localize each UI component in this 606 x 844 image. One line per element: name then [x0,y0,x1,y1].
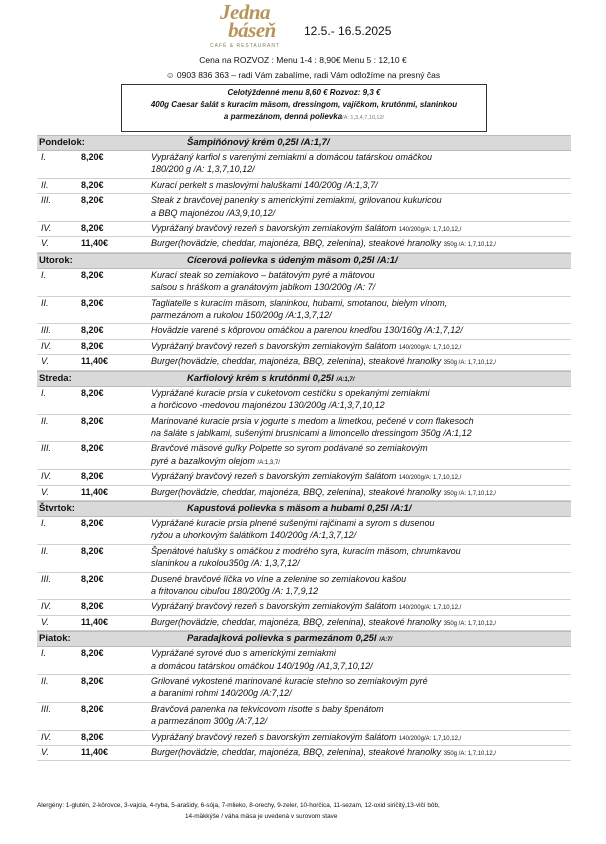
item-price: 8,20€ [81,325,104,336]
menu-item [37,387,571,415]
weekly-menu-box [121,84,487,132]
item-text: Kurací perkelt s maslovými haluškami 140/200g /A:1,3,7/ [151,179,378,190]
item-description [151,442,571,469]
weekly-menu-title: Celotýždenné menu 8,60 € Rozvoz: 9,3 € [227,88,381,97]
item-price: 8,20€ [81,387,104,398]
item-text: Vyprážaný bravčový rezeň s bavorským zemiakovým šalátom [151,471,399,482]
item-description [151,179,571,193]
soup-allergens: /A:1,7/ [336,376,355,383]
item-text: Kurací steak so zemiakovo – batátovým pyré a mätovou salsou s hráškom a granátovým jablkom 130/200g /A: 7/ [151,269,376,293]
day-header [37,371,571,387]
delivery-price-line: Cena na ROZVOZ : Menu 1-4 : 8,90€ Menu 5 : 12,10 € [199,55,407,65]
item-allergens: 350g /A: 1,7,10,12,/ [443,360,497,367]
menu-item [37,573,571,601]
item-description [151,545,571,572]
menu-item [37,442,571,470]
day-soup [187,255,398,266]
menu-item [37,355,571,370]
menu-item [37,237,571,252]
item-description [151,297,571,324]
day-header [37,135,571,151]
item-price: 11,40€ [81,356,109,367]
item-description [151,647,571,674]
item-allergens: 350g /A: 1,7,10,12,/ [443,620,497,627]
item-text: Vyprážané syrové duo s americkými zemiakmi a domácou tatárskou omáčkou 140/190g /A1,3,7,10,12/ [151,648,373,671]
phone-line: ☺ 0903 836 363 – radi Vám zabalíme, radi Vám odložíme na presný čas [165,70,441,80]
item-number: III. [41,443,52,454]
item-text: Vyprážané kuracie prsia plnené sušenými rajčinami a syrom s dusenou ryžou a uhorkovým šalátikom 140/200g /A:1,3,7,12/ [151,517,435,541]
menu-item [37,324,571,339]
item-text: Špenátové halušky s omáčkou z modrého syra, kuracím mäsom, chrumkavou slaninkou a rukolou350g /A: 1,3,7,12/ [151,545,461,569]
allergens-line-2: 14-mäkkýše / váha mäsa je uvedená v surovom stave [185,813,338,820]
item-description [151,703,571,730]
item-description [151,470,571,484]
item-number: II. [41,676,49,686]
item-allergens: /A:1,3,7/ [257,459,280,466]
item-text: Burger(hovädzie, cheddar, majonéza, BBQ, zelenina), steakové hranolky [151,747,444,758]
weekly-menu-allergens: /A: 1,3,4,7,10,12/ [342,115,385,121]
item-price: 8,20€ [81,340,104,351]
item-text: Steak z bravčovej panenky s americkými zemiakmi, grilovanou kukuricou a BBQ majonézou /A3,9,10,12/ [151,195,442,218]
item-description [151,675,571,702]
item-price: 8,20€ [81,152,104,162]
soup-text: Šampiňónový krém 0,25l /A:1,7/ [187,137,330,148]
menu-item [37,600,571,615]
item-description [151,731,571,745]
item-price: 8,20€ [81,443,104,454]
menu-item [37,703,571,731]
menu-item [37,545,571,573]
item-price: 11,40€ [81,616,109,627]
item-number: III. [41,573,52,584]
item-text: Hovädzie varené s kôprovou omáčkou a parenou knedľou 130/160g /A:1,7,12/ [151,325,463,336]
item-price: 11,40€ [81,238,109,249]
item-description [151,340,571,354]
item-number: I. [41,152,47,162]
item-price: 8,20€ [81,471,104,482]
day-soup [187,373,354,384]
day-soup [187,503,411,514]
item-text: Vyprážaný bravčový rezeň s bavorským zemiakovým šalátom [151,223,399,234]
item-number: IV. [41,471,52,482]
item-price: 11,40€ [81,486,109,497]
item-price: 8,20€ [81,517,104,528]
item-price: 8,20€ [81,297,104,308]
item-text: Dusené bravčové líčka vo víne a zelenine so zemiakovou kašou a fritovanou cibuľou 180/200g /A: 1,7,9,12 [151,573,407,596]
day-name: Štvrtok: [39,502,75,514]
item-number: IV. [41,601,52,612]
item-number: III. [41,195,52,206]
logo-line-1: Jedna [220,0,270,24]
menu-item [37,616,571,631]
item-price: 8,20€ [81,223,104,234]
item-number: II. [41,179,49,190]
soup-allergens: /A:7/ [379,637,393,644]
menu-item [37,415,571,443]
soup-text: Karfiolový krém s krutónmi 0,25l [187,372,337,384]
item-price: 11,40€ [81,747,109,758]
item-allergens: 350g /A: 1,7,10,12,/ [443,490,497,497]
item-description [151,600,571,614]
day-header [37,501,571,517]
item-description [151,237,571,251]
item-price: 8,20€ [81,545,104,556]
item-allergens: 140/200g/A: 1,7,10,12,/ [398,344,462,351]
menu-item [37,179,571,194]
item-text: Burger(hovädzie, cheddar, majonéza, BBQ, zelenina), steakové hranolky [151,356,444,367]
menu-item [37,340,571,355]
item-price: 8,20€ [81,676,104,686]
day-name: Streda: [39,372,72,384]
menu-item [37,675,571,703]
item-number: IV. [41,340,52,351]
day-soup [187,137,330,148]
item-description [151,517,571,544]
item-price: 8,20€ [81,601,104,612]
logo [205,0,285,49]
item-text: Vyprážaný bravčový rezeň s bavorským zemiakovým šalátom [151,340,399,351]
logo-tagline: CAFÉ & RESTAURANT [210,43,280,49]
item-description [151,486,571,500]
item-description [151,194,571,221]
item-text: Marinované kuracie prsia v jogurte s medom a limetkou, pečené v corn flakesoch na šaláte s jablkami, sušenými brusnicami a limoncello dressingom 350g /A:1,12 [151,415,474,438]
item-description [151,415,571,442]
menu-item [37,269,571,297]
item-number: II. [41,297,49,308]
item-price: 8,20€ [81,648,104,659]
item-text: Burger(hovädzie, cheddar, majonéza, BBQ, zelenina), steakové hranolky [151,238,444,249]
day-name: Piatok: [39,633,71,645]
item-allergens: 140/200g/A: 1,7,10,12,/ [398,735,462,742]
soup-text: Cícerová polievka s údeným mäsom 0,25l /A:1/ [187,254,398,266]
item-text: Vyprážaný karfiol s varenými zemiakmi a domácou tatárskou omáčkou 180/200 g /A: 1,3,7,10,12/ [151,152,432,175]
item-price: 8,20€ [81,269,104,280]
item-number: V. [41,616,49,627]
item-description [151,222,571,236]
menu-item [37,746,571,761]
menu-item [37,731,571,746]
item-text: Vyprážaný bravčový rezeň s bavorským zemiakovým šalátom [151,731,399,742]
item-description [151,151,571,178]
soup-text: Kapustová polievka s mäsom a hubami 0,25l /A:1/ [187,502,412,514]
item-price: 8,20€ [81,179,104,190]
item-number: III. [41,703,52,714]
item-number: III. [41,325,52,336]
item-text: Bravčová panenka na tekvicovom risotte s baby špenátom a parmezánom 300g /A:7,12/ [151,703,384,727]
menu-item [37,151,571,179]
menu-item [37,194,571,222]
weekly-menu-line-2: 400g Caesar šalát s kuracím mäsom, dressingom, vajíčkom, krutónmi, slaninkou [150,100,458,109]
item-number: V. [41,356,49,367]
item-number: IV. [41,223,52,234]
item-number: V. [41,747,49,758]
day-name: Utorok: [39,254,73,266]
item-price: 8,20€ [81,573,104,584]
item-number: IV. [41,731,52,742]
item-description [151,616,571,630]
item-number: I. [41,517,47,528]
item-price: 8,20€ [81,415,104,426]
item-text: Bravčové mäsové guľky Polpette so syrom podávané so zemiakovým pyré a bazalkovým olejom [151,443,428,466]
menu-item [37,470,571,485]
weekly-menu-line-3 [122,111,486,124]
item-description [151,387,571,414]
logo-line-2: báseň [228,18,276,42]
menu-item [37,517,571,545]
daily-menu [37,135,571,761]
item-text: Tagliatelle s kuracím mäsom, slaninkou, hubami, smotanou, bielym vínom, parmezánom a rukolou 150/200g /A:1,3,7,12/ [151,297,448,321]
item-text: Vyprážaný bravčový rezeň s bavorským zemiakovým šalátom [151,601,399,612]
menu-item [37,297,571,325]
item-allergens: 140/200g/A: 1,7,10,12,/ [398,475,462,482]
item-description [151,573,571,600]
day-soup [187,633,392,644]
item-allergens: 140/200g/A: 1,7,10,12,/ [398,227,462,234]
item-allergens: 350g /A: 1,7,10,12,/ [443,242,497,249]
allergens-legend [37,800,571,822]
day-header [37,253,571,269]
item-description [151,269,571,296]
menu-item [37,486,571,501]
day-header [37,631,571,647]
item-text: Burger(hovädzie, cheddar, majonéza, BBQ, zelenina), steakové hranolky [151,616,444,627]
item-allergens: 350g /A: 1,7,10,12,/ [443,751,497,758]
item-text: Burger(hovädzie, cheddar, majonéza, BBQ, zelenina), steakové hranolky [151,486,444,497]
menu-item [37,647,571,675]
item-number: V. [41,486,49,497]
allergens-line-1: Alergény: 1-glutén, 2-kôrovce, 3-vajcia, 4-ryba, 5-arašidy, 6-sója, 7-mlieko, 8-orechy, 9-zeler, 10-horčica, 11-sezam, 12-oxid siričitý,13-vlčí bôb, [37,802,440,809]
item-number: I. [41,648,47,659]
item-allergens: 140/200g/A: 1,7,10,12,/ [398,605,462,612]
item-number: I. [41,387,47,398]
menu-item [37,222,571,237]
item-number: II. [41,415,49,426]
weekly-menu-line-3-text: a parmezánom, denná polievka [223,112,343,121]
item-price: 8,20€ [81,703,104,714]
item-description [151,746,571,760]
item-number: I. [41,269,47,280]
item-price: 8,20€ [81,195,104,206]
menu-dates: 12.5.- 16.5.2025 [304,24,392,38]
item-price: 8,20€ [81,731,104,742]
item-number: V. [41,238,49,249]
item-description [151,355,571,369]
item-description [151,324,571,338]
item-text: Grilované vykostené marinované kuracie stehno so zemiakovým pyré a baranimi rohmi 140/200g /A:7,12/ [151,676,428,699]
item-number: II. [41,545,49,556]
item-text: Vyprážané kuracie prsia v cuketovom cestíčku s opekanými zemiakmi a horčicovo -medovou majonézou 130/200g /A:1,3,7,10,12 [151,387,430,411]
soup-text: Paradajková polievka s parmezánom 0,25l [187,633,380,645]
day-name: Pondelok: [39,137,85,148]
